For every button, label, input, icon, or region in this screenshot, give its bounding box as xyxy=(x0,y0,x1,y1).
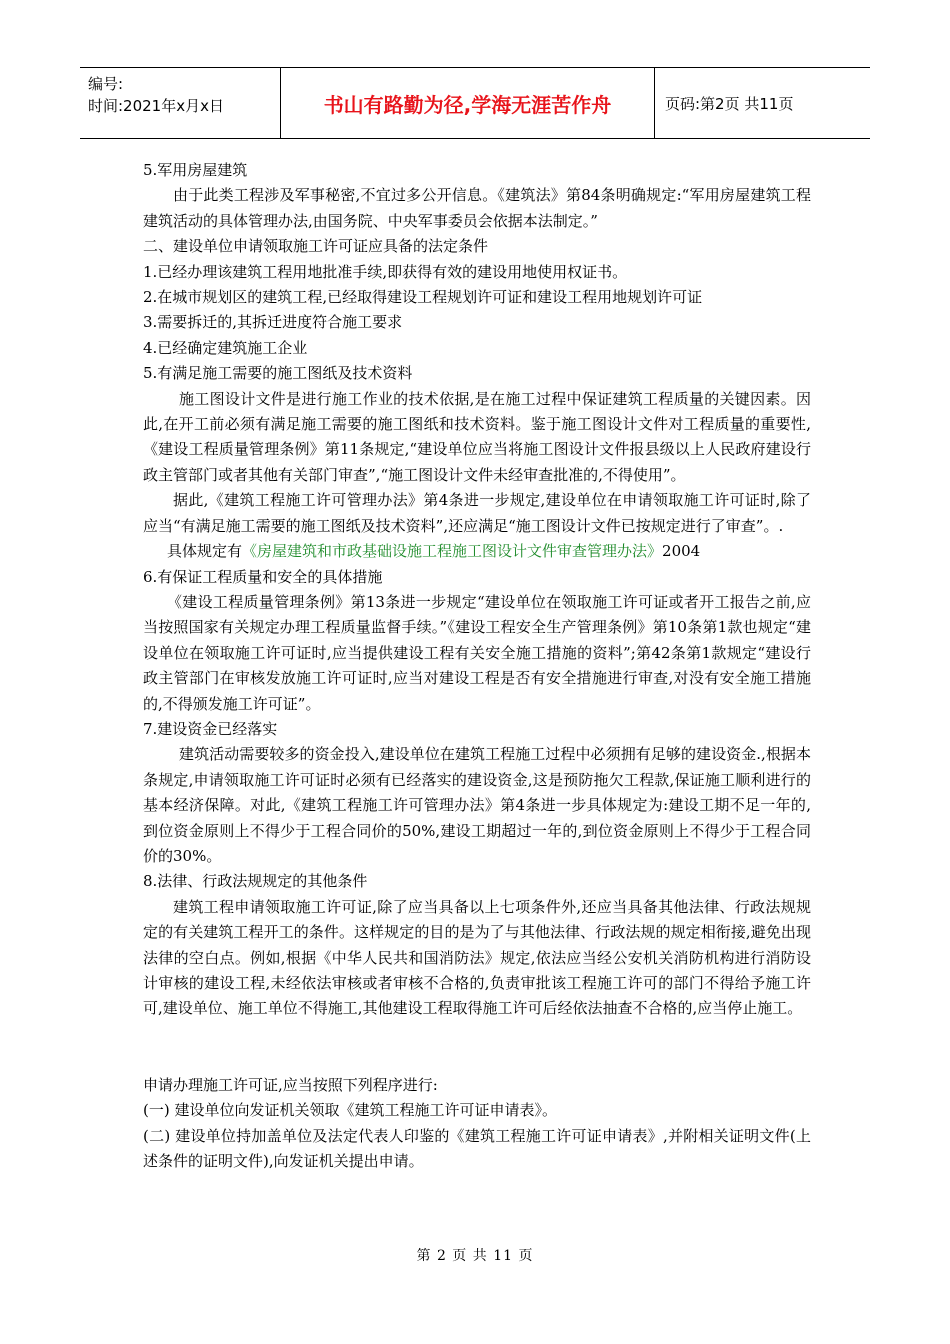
paragraph xyxy=(143,539,811,564)
list-item: 6.有保证工程质量和安全的具体措施 xyxy=(143,567,383,586)
page-header xyxy=(80,67,870,139)
page-footer: 第 2 页 共 11 页 xyxy=(416,1248,534,1264)
list-item: (一) 建设单位向发证机关领取《建筑工程施工许可证申请表》。 xyxy=(143,1101,557,1120)
paragraph: 建筑活动需要较多的资金投入,建设单位在建筑工程施工过程中必须拥有足够的建设资金.,根据本条规定,申请领取施工许可证时必须有已经落实的建设资金,这是预防拖欠工程款,保证施工顺利进行的基本经济保障。对此,《建筑工程施工许可管理办法》第4条进一步具体规定为:建设工期不足一年的,到位资金原则上不得少于工程合同价的50%,建设工期超过一年的,到位资金原则上不得少于工程合同价的30%。 xyxy=(143,745,811,865)
regulation-link[interactable]: 《房屋建筑和市政基础设施工程施工图设计文件审查管理办法》 xyxy=(242,542,663,561)
list-item: (二) 建设单位持加盖单位及法定代表人印鉴的《建筑工程施工许可证申请表》,并附相关证明文件(上述条件的证明文件),向发证机关提出申请。 xyxy=(143,1126,811,1171)
header-page-info: 页码:第2页 共11页 xyxy=(665,94,794,113)
list-item: 2.在城市规划区的建筑工程,已经取得建设工程规划许可证和建设工程用地规划许可证 xyxy=(143,288,703,307)
text: 具体规定有 xyxy=(167,542,243,561)
header-motto: 书山有路勤为径,学海无涯苦作舟 xyxy=(280,68,655,138)
document-body xyxy=(143,158,811,1174)
text: 2004 xyxy=(662,542,701,561)
list-item: 8.法律、行政法规规定的其他条件 xyxy=(143,872,368,891)
section-heading: 二、建设单位申请领取施工许可证应具备的法定条件 xyxy=(143,237,489,256)
document-number-label: 编号: xyxy=(88,75,124,93)
list-item: 5.有满足施工需要的施工图纸及技术资料 xyxy=(143,364,413,383)
list-item: 7.建设资金已经落实 xyxy=(143,719,278,738)
list-item: 1.已经办理该建筑工程用地批准手续,即获得有效的建设用地使用权证书。 xyxy=(143,262,628,281)
list-item: 4.已经确定建筑施工企业 xyxy=(143,338,308,357)
spacer xyxy=(143,1022,811,1073)
document-date: 时间:2021年x月x日 xyxy=(88,97,224,115)
paragraph: 施工图设计文件是进行施工作业的技术依据,是在施工过程中保证建筑工程质量的关键因素。因此,在开工前必须有满足施工需要的施工图纸和技术资料。鉴于施工图设计文件对工程质量的重要性,《建设工程质量管理条例》第11条规定,“建设单位应当将施工图设计文件报县级以上人民政府建设行政主管部门或者其他有关部门审查”,“施工图设计文件未经审查批准的,不得使用”。 xyxy=(143,389,811,484)
header-meta xyxy=(80,68,280,138)
paragraph: 《建设工程质量管理条例》第13条进一步规定“建设单位在领取施工许可证或者开工报告之前,应当按照国家有关规定办理工程质量监督手续。”《建设工程安全生产管理条例》第10条第1款也规定“建设单位在领取施工许可证时,应当提供建设工程有关安全施工措施的资料”;第42条第1款规定“建设行政主管部门在审核发放施工许可证时,应当对建设工程是否有安全措施进行审查,对没有安全施工措施的,不得颁发施工许可证”。 xyxy=(143,592,811,713)
paragraph: 据此,《建筑工程施工许可管理办法》第4条进一步规定,建设单位在申请领取施工许可证时,除了应当“有满足施工需要的施工图纸及技术资料”,还应满足“施工图设计文件已按规定进行了审查”。. xyxy=(143,491,811,535)
paragraph: 由于此类工程涉及军事秘密,不宜过多公开信息。《建筑法》第84条明确规定:“军用房屋建筑工程建筑活动的具体管理办法,由国务院、中央军事委员会依据本法制定。” xyxy=(143,186,811,230)
list-item: 3.需要拆迁的,其拆迁进度符合施工要求 xyxy=(143,313,403,332)
paragraph: 建筑工程申请领取施工许可证,除了应当具备以上七项条件外,还应当具备其他法律、行政法规规定的有关建筑工程开工的条件。这样规定的目的是为了与其他法律、行政法规的规定相衔接,避免出现法律的空白点。例如,根据《中华人民共和国消防法》规定,依法应当经公安机关消防机构进行消防设计审核的建设工程,未经依法审核或者审核不合格的,负责审批该工程施工许可的部门不得给予施工许可,建设单位、施工单位不得施工,其他建设工程取得施工许可后经依法抽查不合格的,应当停止施工。 xyxy=(143,897,811,1018)
paragraph: 申请办理施工许可证,应当按照下列程序进行: xyxy=(143,1075,438,1094)
paragraph: 5.军用房屋建筑 xyxy=(143,161,248,179)
